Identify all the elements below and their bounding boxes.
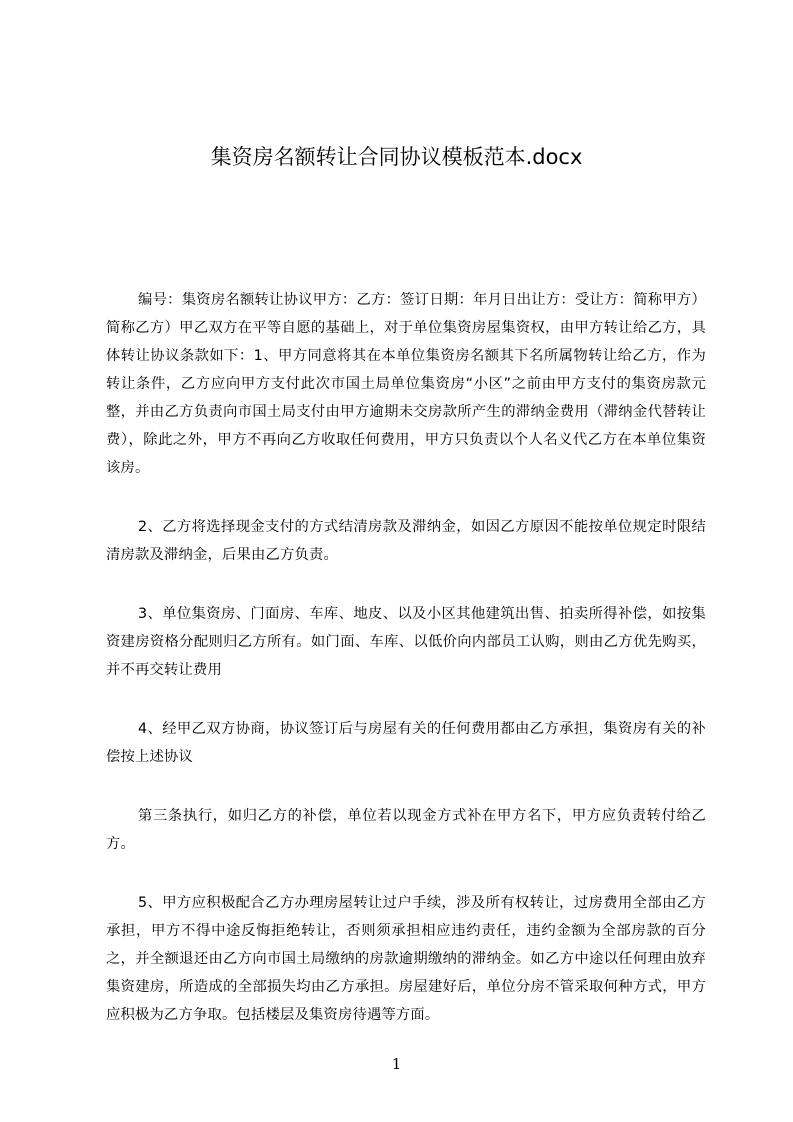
paragraph-clause-2: 2、乙方将选择现金支付的方式结清房款及滞纳金，如因乙方原因不能按单位规定时限结清房款及滞纳金，后果由乙方负责。	[106, 519, 706, 563]
paragraph-clause-5: 5、甲方应积极配合乙方办理房屋转让过户手续，涉及所有权转让，过房费用全部由乙方承担，甲方不得中途反悔拒绝转让，否则须承担相应违约责任，违约金额为全部房款的百分之，并全额退还由乙方向市国土局缴纳的房款逾期缴纳的滞纳金。如乙方中途以任何理由放弃集资建房，所造成的全部损失均由乙方承担。房屋建好后，单位分房不管采取何种方式，甲方应积极为乙方争取。包括楼层及集资房待遇等方面。	[106, 895, 706, 1023]
paragraph-preamble: 编号：集资房名额转让协议甲方：乙方：签订日期：年月日出让方：受让方：简称甲方）简称乙方）甲乙双方在平等自愿的基础上，对于单位集资房屋集资权，由甲方转让给乙方，具体转让协议条款如下：1、甲方同意将其在本单位集资房名额其下名所属物转让给乙方，作为转让条件，乙方应向甲方支付此次市国土局单位集资房“小区”之前由甲方支付的集资房款元整，并由乙方负责向市国土局支付由甲方逾期未交房款所产生的滞纳金费用（滞纳金代替转让费），除此之外，甲方不再向乙方收取任何费用，甲方只负责以个人名义代乙方在本单位集资该房。	[106, 292, 706, 476]
paragraph-clause-4: 4、经甲乙双方协商，协议签订后与房屋有关的任何费用都由乙方承担，集资房有关的补偿按上述协议	[106, 721, 706, 765]
paragraph-article-3: 第三条执行，如归乙方的补偿，单位若以现金方式补在甲方名下，甲方应负责转付给乙方。	[106, 808, 706, 852]
paragraph-clause-3: 3、单位集资房、门面房、车库、地皮、以及小区其他建筑出售、拍卖所得补偿，如按集资建房资格分配则归乙方所有。如门面、车库、以低价向内部员工认购，则由乙方优先购买，并不再交转让费用	[106, 606, 706, 678]
document-title: 集资房名额转让合同协议模板范本.docx	[210, 145, 583, 169]
document-body	[106, 286, 706, 1060]
page-number: 1	[391, 1055, 402, 1073]
